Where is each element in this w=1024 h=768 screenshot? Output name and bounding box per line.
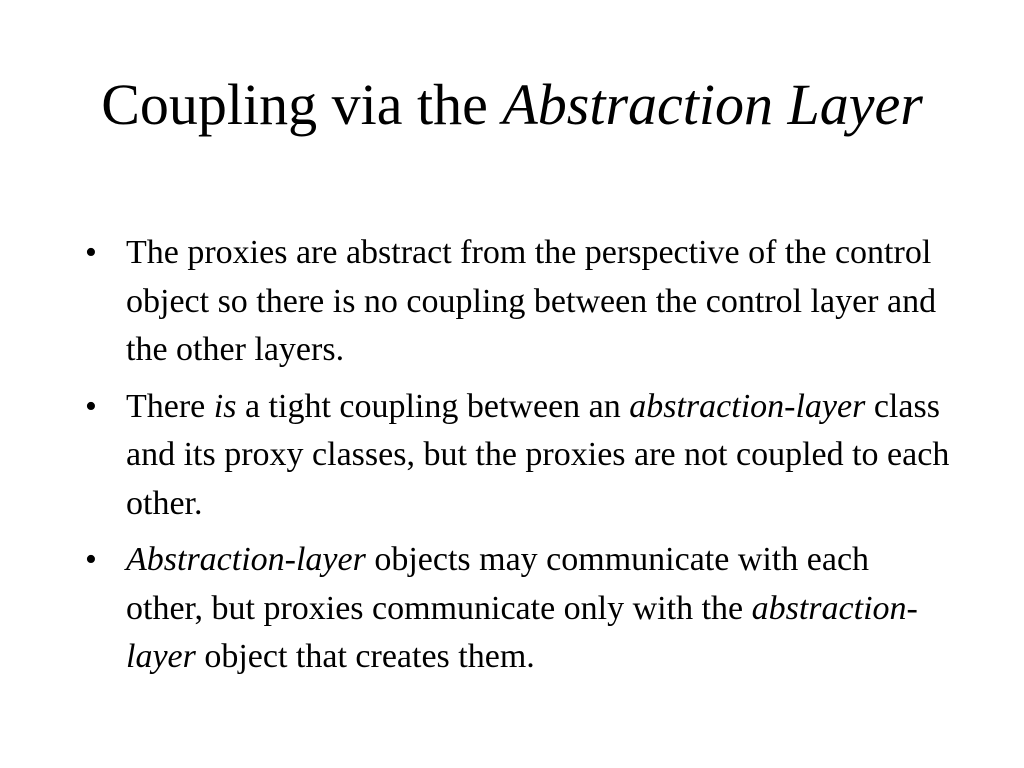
bullet-text: There: [126, 387, 214, 425]
bullet-item-communication: [85, 536, 950, 682]
slide-title: [80, 66, 944, 143]
bullet-marker: •: [85, 234, 97, 271]
bullet-emphasis-text: is: [213, 387, 237, 425]
bullet-text: object that creates them.: [195, 638, 535, 675]
bullet-marker: •: [85, 387, 97, 425]
bullet-marker: •: [85, 541, 97, 578]
title-italic-text: Abstraction Layer: [502, 72, 923, 137]
bullet-list: [85, 229, 950, 690]
bullet-text: a tight coupling between an: [236, 387, 630, 425]
bullet-text: objects may communicate with each other, but proxies communicate only with the: [126, 541, 870, 627]
bullet-text: The proxies are abstract from the perspective of the control object so there is no coupling between the control layer and the other layers.: [126, 234, 937, 368]
bullet-item-tight-coupling: [85, 383, 950, 529]
bullet-emphasis-text: Abstraction-layer: [126, 541, 366, 578]
title-regular-text: Coupling via the: [101, 72, 503, 137]
bullet-emphasis-text: abstraction-layer: [629, 387, 866, 425]
bullet-item-proxies-abstract: [85, 229, 950, 375]
bullet-text: class and its proxy classes, but the proxies are not coupled to each other.: [126, 387, 950, 522]
bullet-emphasis-text: abstraction-layer: [126, 589, 918, 675]
